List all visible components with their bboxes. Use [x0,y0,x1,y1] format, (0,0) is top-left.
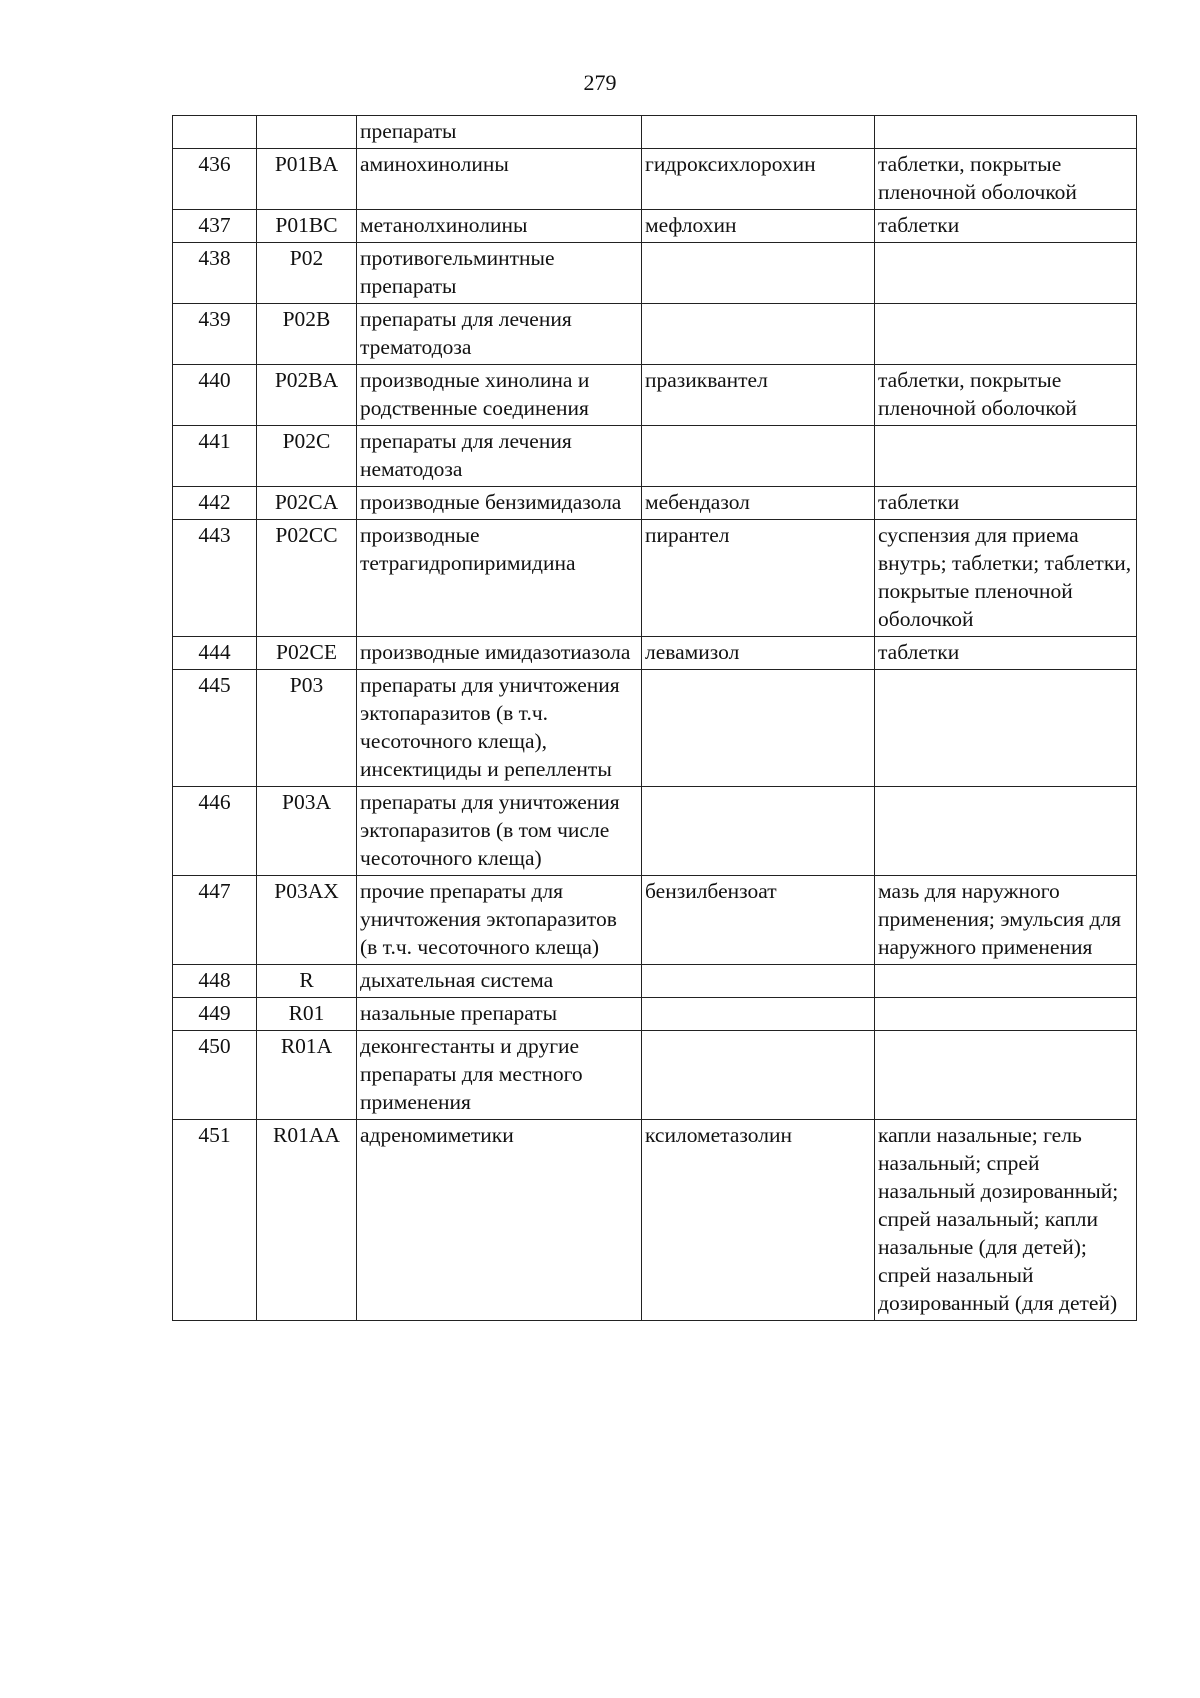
anatomical-group-cell: производные хинолина и родственные соединения [357,365,642,426]
atc-code-cell: R01AA [257,1120,357,1321]
row-number-cell: 440 [173,365,257,426]
drug-name-cell: пирантел [642,520,875,637]
drug-name-cell: бензилбензоат [642,876,875,965]
drug-name-cell [642,787,875,876]
table-row [173,116,1137,149]
row-number-cell: 441 [173,426,257,487]
drug-name-cell: празиквантел [642,365,875,426]
atc-code-cell: R01 [257,998,357,1031]
atc-code-cell: P03 [257,670,357,787]
table-row [173,1120,1137,1321]
atc-code-cell: P02C [257,426,357,487]
drug-name-cell [642,998,875,1031]
table-row [173,876,1137,965]
drug-name-cell: гидроксихлорохин [642,149,875,210]
row-number-cell: 437 [173,210,257,243]
dosage-form-cell [875,787,1137,876]
row-number-cell: 444 [173,637,257,670]
anatomical-group-cell: аминохинолины [357,149,642,210]
anatomical-group-cell: препараты для лечения нематодоза [357,426,642,487]
anatomical-group-cell: препараты для лечения трематодоза [357,304,642,365]
atc-code-cell: P02CC [257,520,357,637]
dosage-form-cell [875,998,1137,1031]
table-row [173,487,1137,520]
table-row [173,365,1137,426]
row-number-cell: 450 [173,1031,257,1120]
dosage-form-cell: суспензия для приема внутрь; таблетки; таблетки, покрытые пленочной оболочкой [875,520,1137,637]
drug-name-cell [642,426,875,487]
atc-code-cell: P02CA [257,487,357,520]
anatomical-group-cell: производные тетрагидропиримидина [357,520,642,637]
anatomical-group-cell: назальные препараты [357,998,642,1031]
anatomical-group-cell: препараты [357,116,642,149]
atc-code-cell: R [257,965,357,998]
anatomical-group-cell: метанолхинолины [357,210,642,243]
dosage-form-cell [875,243,1137,304]
table-row [173,965,1137,998]
table-row [173,426,1137,487]
atc-code-cell: P02BA [257,365,357,426]
dosage-form-cell: таблетки, покрытые пленочной оболочкой [875,365,1137,426]
row-number-cell: 442 [173,487,257,520]
atc-code-cell: P01BA [257,149,357,210]
row-number-cell: 451 [173,1120,257,1321]
table-row [173,149,1137,210]
table-row [173,520,1137,637]
table-body [173,116,1137,1321]
table-row [173,787,1137,876]
anatomical-group-cell: дыхательная система [357,965,642,998]
row-number-cell: 439 [173,304,257,365]
row-number-cell: 446 [173,787,257,876]
drug-name-cell: мебендазол [642,487,875,520]
row-number-cell: 449 [173,998,257,1031]
anatomical-group-cell: препараты для уничтожения эктопаразитов (в том числе чесоточного клеща) [357,787,642,876]
drug-name-cell [642,116,875,149]
row-number-cell: 447 [173,876,257,965]
dosage-form-cell [875,116,1137,149]
dosage-form-cell: таблетки [875,637,1137,670]
table-row [173,1031,1137,1120]
atc-code-cell: P02 [257,243,357,304]
drug-name-cell [642,1031,875,1120]
atc-code-cell: R01A [257,1031,357,1120]
page-number: 279 [583,70,617,95]
dosage-form-cell [875,965,1137,998]
drug-name-cell [642,304,875,365]
row-number-cell [173,116,257,149]
anatomical-group-cell: прочие препараты для уничтожения эктопаразитов (в т.ч. чесоточного клеща) [357,876,642,965]
atc-code-cell: P02B [257,304,357,365]
table-row [173,670,1137,787]
dosage-form-cell [875,1031,1137,1120]
drug-name-cell [642,670,875,787]
row-number-cell: 443 [173,520,257,637]
row-number-cell: 438 [173,243,257,304]
table-row [173,998,1137,1031]
drug-name-cell [642,965,875,998]
atc-code-cell: P01BC [257,210,357,243]
atc-code-cell: P02CE [257,637,357,670]
dosage-form-cell: мазь для наружного применения; эмульсия для наружного применения [875,876,1137,965]
row-number-cell: 436 [173,149,257,210]
table-row [173,210,1137,243]
drug-name-cell: мефлохин [642,210,875,243]
atc-code-cell: P03AX [257,876,357,965]
anatomical-group-cell: препараты для уничтожения эктопаразитов (в т.ч. чесоточного клеща), инсектициды и репелленты [357,670,642,787]
drug-name-cell: ксилометазолин [642,1120,875,1321]
anatomical-group-cell: производные имидазотиазола [357,637,642,670]
drug-name-cell: левамизол [642,637,875,670]
anatomical-group-cell: адреномиметики [357,1120,642,1321]
dosage-form-cell: таблетки [875,487,1137,520]
dosage-form-cell [875,670,1137,787]
row-number-cell: 448 [173,965,257,998]
dosage-form-cell: таблетки [875,210,1137,243]
drug-name-cell [642,243,875,304]
dosage-form-cell [875,304,1137,365]
dosage-form-cell [875,426,1137,487]
table-row [173,243,1137,304]
anatomical-group-cell: производные бензимидазола [357,487,642,520]
dosage-form-cell: капли назальные; гель назальный; спрей назальный дозированный; спрей назальный; капли назальные (для детей); спрей назальный дозированный (для детей) [875,1120,1137,1321]
drug-table [172,115,1137,1321]
table-row [173,304,1137,365]
atc-code-cell: P03A [257,787,357,876]
atc-code-cell [257,116,357,149]
dosage-form-cell: таблетки, покрытые пленочной оболочкой [875,149,1137,210]
anatomical-group-cell: противогельминтные препараты [357,243,642,304]
row-number-cell: 445 [173,670,257,787]
anatomical-group-cell: деконгестанты и другие препараты для местного применения [357,1031,642,1120]
table-row [173,637,1137,670]
